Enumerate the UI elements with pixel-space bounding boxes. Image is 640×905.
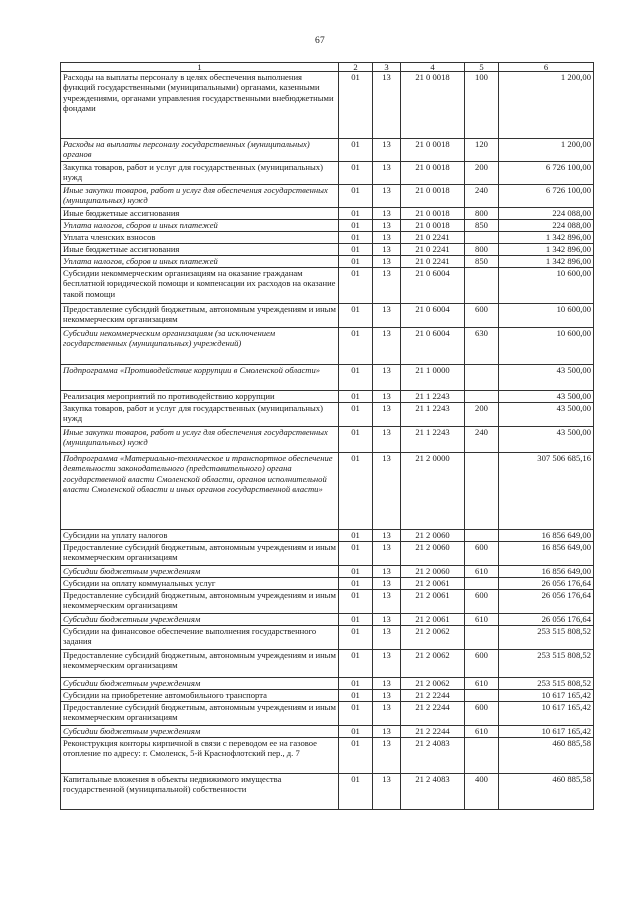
target-article-cell: 21 1 0000 — [401, 365, 465, 391]
expense-name-cell: Предоставление субсидий бюджетным, автономным учреждениям и иным некоммерческим организациям — [61, 702, 339, 726]
expense-type-cell: 800 — [465, 244, 499, 256]
expense-type-cell — [465, 453, 499, 530]
amount-cell: 307 506 685,16 — [499, 453, 594, 530]
subsection-code-cell: 13 — [373, 427, 401, 453]
expense-name-cell: Иные закупки товаров, работ и услуг для обеспечения государственных (муниципальных) нужд — [61, 185, 339, 208]
subsection-code-cell: 13 — [373, 726, 401, 738]
expense-name-cell: Иные бюджетные ассигнования — [61, 208, 339, 220]
amount-cell: 16 856 649,00 — [499, 566, 594, 578]
expense-name-cell: Расходы на выплаты персоналу государственных (муниципальных) органов — [61, 139, 339, 162]
subsection-code-cell: 13 — [373, 365, 401, 391]
expense-type-cell: 600 — [465, 650, 499, 678]
target-article-cell: 21 0 6004 — [401, 328, 465, 365]
table-row — [61, 650, 594, 678]
target-article-cell: 21 2 0060 — [401, 530, 465, 542]
expense-type-cell: 610 — [465, 726, 499, 738]
expense-type-cell: 600 — [465, 590, 499, 614]
section-code-cell: 01 — [339, 139, 373, 162]
section-code-cell: 01 — [339, 304, 373, 328]
section-code-cell: 01 — [339, 650, 373, 678]
expense-name-cell: Субсидии бюджетным учреждениям — [61, 614, 339, 626]
section-code-cell: 01 — [339, 566, 373, 578]
expense-type-cell — [465, 268, 499, 304]
target-article-cell: 21 0 2241 — [401, 256, 465, 268]
table-row — [61, 678, 594, 690]
subsection-code-cell: 13 — [373, 304, 401, 328]
section-code-cell: 01 — [339, 208, 373, 220]
section-code-cell: 01 — [339, 328, 373, 365]
expense-name-cell: Предоставление субсидий бюджетным, автономным учреждениям и иным некоммерческим организациям — [61, 590, 339, 614]
target-article-cell: 21 2 2244 — [401, 702, 465, 726]
target-article-cell: 21 0 0018 — [401, 139, 465, 162]
expense-type-cell: 400 — [465, 774, 499, 810]
section-code-cell: 01 — [339, 256, 373, 268]
expense-type-cell — [465, 365, 499, 391]
expense-name-cell: Закупка товаров, работ и услуг для государственных (муниципальных) нужд — [61, 403, 339, 427]
expense-type-cell: 240 — [465, 185, 499, 208]
amount-cell: 10 600,00 — [499, 268, 594, 304]
header-cell: 2 — [339, 63, 373, 72]
amount-cell: 43 500,00 — [499, 391, 594, 403]
expense-type-cell — [465, 626, 499, 650]
expense-name-cell: Субсидии на оплату коммунальных услуг — [61, 578, 339, 590]
table-row — [61, 690, 594, 702]
expense-name-cell: Предоставление субсидий бюджетным, автономным учреждениям и иным некоммерческим организациям — [61, 304, 339, 328]
section-code-cell: 01 — [339, 268, 373, 304]
target-article-cell: 21 2 0062 — [401, 678, 465, 690]
expense-type-cell: 600 — [465, 702, 499, 726]
expense-type-cell: 600 — [465, 304, 499, 328]
subsection-code-cell: 13 — [373, 208, 401, 220]
amount-cell: 460 885,58 — [499, 738, 594, 774]
expense-name-cell: Субсидии некоммерческим организациям на оказание гражданам бесплатной юридической помощи и компенсации их расходов на оказание такой помощи — [61, 268, 339, 304]
subsection-code-cell: 13 — [373, 578, 401, 590]
target-article-cell: 21 2 4083 — [401, 738, 465, 774]
header-cell: 3 — [373, 63, 401, 72]
expense-type-cell: 200 — [465, 403, 499, 427]
amount-cell: 16 856 649,00 — [499, 542, 594, 566]
section-code-cell: 01 — [339, 232, 373, 244]
target-article-cell: 21 2 0061 — [401, 614, 465, 626]
header-cell: 4 — [401, 63, 465, 72]
table-row — [61, 614, 594, 626]
expense-type-cell: 610 — [465, 614, 499, 626]
expense-type-cell: 240 — [465, 427, 499, 453]
amount-cell: 10 617 165,42 — [499, 702, 594, 726]
target-article-cell: 21 0 6004 — [401, 304, 465, 328]
target-article-cell: 21 0 0018 — [401, 220, 465, 232]
expense-name-cell: Субсидии на приобретение автомобильного транспорта — [61, 690, 339, 702]
target-article-cell: 21 2 2244 — [401, 690, 465, 702]
section-code-cell: 01 — [339, 162, 373, 185]
expense-type-cell: 120 — [465, 139, 499, 162]
amount-cell: 16 856 649,00 — [499, 530, 594, 542]
expense-type-cell: 600 — [465, 542, 499, 566]
subsection-code-cell: 13 — [373, 185, 401, 208]
subsection-code-cell: 13 — [373, 542, 401, 566]
subsection-code-cell: 13 — [373, 220, 401, 232]
expense-name-cell: Субсидии бюджетным учреждениям — [61, 726, 339, 738]
section-code-cell: 01 — [339, 530, 373, 542]
table-row — [61, 702, 594, 726]
expense-name-cell: Реализация мероприятий по противодействию коррупции — [61, 391, 339, 403]
amount-cell: 10 600,00 — [499, 328, 594, 365]
amount-cell: 6 726 100,00 — [499, 185, 594, 208]
expense-name-cell: Предоставление субсидий бюджетным, автономным учреждениям и иным некоммерческим организациям — [61, 542, 339, 566]
expense-name-cell: Реконструкция конторы кирпичной в связи с переводом ее на газовое отопление по адресу: г. Смоленск, 5-й Краснофлотский пер., д. 7 — [61, 738, 339, 774]
section-code-cell: 01 — [339, 391, 373, 403]
table-row — [61, 162, 594, 185]
section-code-cell: 01 — [339, 542, 373, 566]
subsection-code-cell: 13 — [373, 403, 401, 427]
table-row — [61, 232, 594, 244]
subsection-code-cell: 13 — [373, 232, 401, 244]
subsection-code-cell: 13 — [373, 139, 401, 162]
target-article-cell: 21 2 0061 — [401, 590, 465, 614]
expense-name-cell: Иные закупки товаров, работ и услуг для обеспечения государственных (муниципальных) нужд — [61, 427, 339, 453]
section-code-cell: 01 — [339, 244, 373, 256]
expense-name-cell: Уплата налогов, сборов и иных платежей — [61, 220, 339, 232]
section-code-cell: 01 — [339, 614, 373, 626]
expense-type-cell — [465, 391, 499, 403]
subsection-code-cell: 13 — [373, 530, 401, 542]
table-row — [61, 427, 594, 453]
table-row — [61, 726, 594, 738]
amount-cell: 43 500,00 — [499, 365, 594, 391]
table-row — [61, 774, 594, 810]
table-row — [61, 403, 594, 427]
budget-table — [60, 62, 594, 810]
subsection-code-cell: 13 — [373, 702, 401, 726]
section-code-cell: 01 — [339, 427, 373, 453]
expense-type-cell — [465, 232, 499, 244]
table-row — [61, 590, 594, 614]
expense-type-cell: 630 — [465, 328, 499, 365]
subsection-code-cell: 13 — [373, 738, 401, 774]
expense-name-cell: Уплата членских взносов — [61, 232, 339, 244]
expense-name-cell: Уплата налогов, сборов и иных платежей — [61, 256, 339, 268]
expense-type-cell — [465, 578, 499, 590]
target-article-cell: 21 2 0062 — [401, 626, 465, 650]
table-row — [61, 328, 594, 365]
subsection-code-cell: 13 — [373, 268, 401, 304]
amount-cell: 1 200,00 — [499, 72, 594, 139]
expense-type-cell: 850 — [465, 256, 499, 268]
target-article-cell: 21 0 0018 — [401, 208, 465, 220]
amount-cell: 1 342 896,00 — [499, 256, 594, 268]
amount-cell: 1 342 896,00 — [499, 232, 594, 244]
table-row — [61, 738, 594, 774]
expense-name-cell: Субсидии бюджетным учреждениям — [61, 566, 339, 578]
section-code-cell: 01 — [339, 690, 373, 702]
table-row — [61, 304, 594, 328]
expense-name-cell: Субсидии на финансовое обеспечение выполнения государственного задания — [61, 626, 339, 650]
subsection-code-cell: 13 — [373, 626, 401, 650]
header-cell: 5 — [465, 63, 499, 72]
target-article-cell: 21 1 2243 — [401, 391, 465, 403]
subsection-code-cell: 13 — [373, 453, 401, 530]
target-article-cell: 21 1 2243 — [401, 427, 465, 453]
table-row — [61, 453, 594, 530]
subsection-code-cell: 13 — [373, 774, 401, 810]
table-row — [61, 530, 594, 542]
target-article-cell: 21 0 6004 — [401, 268, 465, 304]
section-code-cell: 01 — [339, 578, 373, 590]
target-article-cell: 21 2 0060 — [401, 566, 465, 578]
subsection-code-cell: 13 — [373, 678, 401, 690]
target-article-cell: 21 0 0018 — [401, 185, 465, 208]
section-code-cell: 01 — [339, 453, 373, 530]
section-code-cell: 01 — [339, 702, 373, 726]
header-cell: 1 — [61, 63, 339, 72]
target-article-cell: 21 2 0060 — [401, 542, 465, 566]
amount-cell: 224 088,00 — [499, 220, 594, 232]
table-row — [61, 220, 594, 232]
amount-cell: 26 056 176,64 — [499, 578, 594, 590]
expense-name-cell: Подпрограмма «Материально-техническое и транспортное обеспечение деятельности законодательного (представительного) органа государственной власти Смоленской области, органов исполнительной власти Смоленской области и иных органов государственной власти» — [61, 453, 339, 530]
section-code-cell: 01 — [339, 365, 373, 391]
amount-cell: 26 056 176,64 — [499, 614, 594, 626]
subsection-code-cell: 13 — [373, 614, 401, 626]
subsection-code-cell: 13 — [373, 244, 401, 256]
amount-cell: 10 617 165,42 — [499, 690, 594, 702]
amount-cell: 224 088,00 — [499, 208, 594, 220]
section-code-cell: 01 — [339, 626, 373, 650]
expense-type-cell: 610 — [465, 566, 499, 578]
table-row — [61, 566, 594, 578]
section-code-cell: 01 — [339, 738, 373, 774]
subsection-code-cell: 13 — [373, 256, 401, 268]
section-code-cell: 01 — [339, 774, 373, 810]
table-row — [61, 72, 594, 139]
expense-name-cell: Закупка товаров, работ и услуг для государственных (муниципальных) нужд — [61, 162, 339, 185]
amount-cell: 1 342 896,00 — [499, 244, 594, 256]
subsection-code-cell: 13 — [373, 566, 401, 578]
target-article-cell: 21 2 4083 — [401, 774, 465, 810]
section-code-cell: 01 — [339, 678, 373, 690]
table-row — [61, 256, 594, 268]
table-row — [61, 578, 594, 590]
subsection-code-cell: 13 — [373, 650, 401, 678]
expense-name-cell: Подпрограмма «Противодействие коррупции в Смоленской области» — [61, 365, 339, 391]
header-cell: 6 — [499, 63, 594, 72]
expense-type-cell: 850 — [465, 220, 499, 232]
table-row — [61, 185, 594, 208]
subsection-code-cell: 13 — [373, 391, 401, 403]
expense-type-cell — [465, 690, 499, 702]
expense-type-cell — [465, 738, 499, 774]
section-code-cell: 01 — [339, 726, 373, 738]
amount-cell: 10 600,00 — [499, 304, 594, 328]
target-article-cell: 21 0 0018 — [401, 162, 465, 185]
table-row — [61, 391, 594, 403]
section-code-cell: 01 — [339, 590, 373, 614]
table-row — [61, 139, 594, 162]
amount-cell: 43 500,00 — [499, 427, 594, 453]
expense-type-cell: 800 — [465, 208, 499, 220]
amount-cell: 253 515 808,52 — [499, 650, 594, 678]
table-row — [61, 542, 594, 566]
expense-name-cell: Капитальные вложения в объекты недвижимого имущества государственной (муниципальной) собственности — [61, 774, 339, 810]
target-article-cell: 21 2 0000 — [401, 453, 465, 530]
target-article-cell: 21 1 2243 — [401, 403, 465, 427]
subsection-code-cell: 13 — [373, 590, 401, 614]
subsection-code-cell: 13 — [373, 690, 401, 702]
amount-cell: 43 500,00 — [499, 403, 594, 427]
amount-cell: 253 515 808,52 — [499, 678, 594, 690]
table-row — [61, 268, 594, 304]
table-row — [61, 365, 594, 391]
expense-name-cell: Субсидии некоммерческим организациям (за исключением государственных (муниципальных) учреждений) — [61, 328, 339, 365]
section-code-cell: 01 — [339, 403, 373, 427]
section-code-cell: 01 — [339, 185, 373, 208]
amount-cell: 6 726 100,00 — [499, 162, 594, 185]
expense-name-cell: Иные бюджетные ассигнования — [61, 244, 339, 256]
expense-name-cell: Расходы на выплаты персоналу в целях обеспечения выполнения функций государственными (муниципальными) органами, казенными учреждениями, органами управления государственными внебюджетными фондами — [61, 72, 339, 139]
subsection-code-cell: 13 — [373, 72, 401, 139]
table-row — [61, 244, 594, 256]
amount-cell: 1 200,00 — [499, 139, 594, 162]
table-row — [61, 626, 594, 650]
amount-cell: 253 515 808,52 — [499, 626, 594, 650]
section-code-cell: 01 — [339, 220, 373, 232]
page-number: 67 — [314, 36, 326, 46]
target-article-cell: 21 2 0062 — [401, 650, 465, 678]
target-article-cell: 21 0 2241 — [401, 232, 465, 244]
table-row — [61, 208, 594, 220]
expense-name-cell: Предоставление субсидий бюджетным, автономным учреждениям и иным некоммерческим организациям — [61, 650, 339, 678]
amount-cell: 26 056 176,64 — [499, 590, 594, 614]
expense-name-cell: Субсидии на уплату налогов — [61, 530, 339, 542]
table-body — [61, 72, 594, 810]
target-article-cell: 21 2 0061 — [401, 578, 465, 590]
expense-type-cell: 610 — [465, 678, 499, 690]
expense-type-cell: 100 — [465, 72, 499, 139]
section-code-cell: 01 — [339, 72, 373, 139]
subsection-code-cell: 13 — [373, 162, 401, 185]
expense-type-cell: 200 — [465, 162, 499, 185]
amount-cell: 460 885,58 — [499, 774, 594, 810]
expense-type-cell — [465, 530, 499, 542]
header-row — [61, 63, 594, 72]
target-article-cell: 21 0 0018 — [401, 72, 465, 139]
expense-name-cell: Субсидии бюджетным учреждениям — [61, 678, 339, 690]
target-article-cell: 21 2 2244 — [401, 726, 465, 738]
amount-cell: 10 617 165,42 — [499, 726, 594, 738]
subsection-code-cell: 13 — [373, 328, 401, 365]
target-article-cell: 21 0 2241 — [401, 244, 465, 256]
